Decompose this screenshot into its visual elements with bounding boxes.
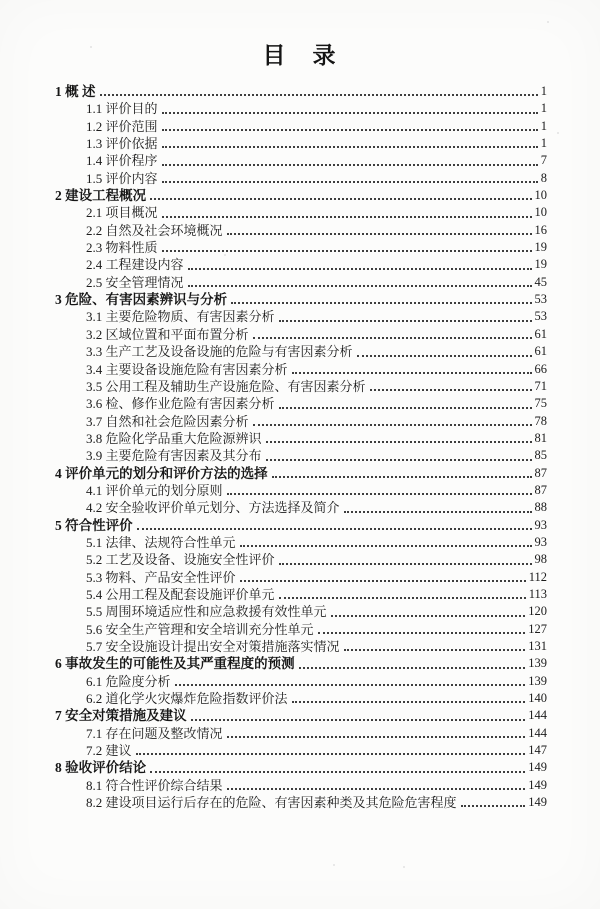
toc-entry-page: 144 [528, 725, 547, 740]
toc-entry [55, 274, 547, 291]
toc-entry-page: 140 [528, 691, 547, 706]
toc-entry [55, 794, 547, 811]
toc-entry [55, 256, 547, 273]
toc-entry [55, 152, 547, 169]
scan-speck [224, 254, 226, 256]
toc-entry-page: 149 [528, 777, 547, 792]
dot-leader [240, 545, 532, 547]
toc-entry-page: 88 [534, 500, 547, 515]
toc-entry [55, 204, 547, 221]
dot-leader [150, 771, 525, 773]
toc-entry-label: 4.2 安全验收评价单元划分、方法选择及简介 [86, 500, 340, 516]
toc-entry-label: 6.2 道化学火灾爆炸危险指数评价法 [86, 691, 288, 707]
toc-entry-label: 8.1 符合性评价综合结果 [86, 777, 223, 793]
dot-leader [231, 302, 531, 304]
toc-entry-page: 93 [534, 534, 547, 549]
toc-entry-label: 1.3 评价依据 [86, 136, 158, 152]
toc-entry [55, 673, 547, 690]
toc-entry-label: 5.7 安全设施设计提出安全对策措施落实情况 [86, 639, 340, 654]
toc-entry-label: 1.5 评价内容 [86, 170, 158, 186]
toc-entry-label: 1.4 评价程序 [86, 153, 158, 169]
toc-entry [55, 100, 547, 117]
toc-entry [55, 603, 547, 620]
toc-entry-label: 3.5 公用工程及辅助生产设施危险、有害因素分析 [86, 378, 366, 394]
toc-entry-label: 2 建设工程概况 [55, 188, 147, 204]
toc-entry [55, 413, 547, 430]
dot-leader [266, 459, 532, 461]
dot-leader [253, 337, 532, 339]
toc-entry [55, 326, 547, 343]
dot-leader [318, 632, 526, 634]
toc-entry-label: 3.2 区域位置和平面布置分析 [86, 326, 249, 342]
dot-leader [266, 441, 532, 443]
toc-entry [55, 465, 547, 482]
dot-leader [191, 719, 526, 721]
toc-entry [55, 135, 547, 152]
dot-leader [279, 320, 532, 322]
toc-entry [55, 569, 547, 586]
toc-entry-page: 127 [528, 621, 547, 636]
toc-entry [55, 118, 547, 135]
toc-entry-label: 1.1 评价目的 [86, 101, 158, 117]
toc-entry-page: 7 [540, 153, 547, 168]
toc-entry-label: 8 验收评价结论 [55, 760, 147, 776]
toc-entry-label: 7.1 存在问题及整改情况 [86, 725, 223, 741]
toc-entry-label: 2.2 自然及社会环境概况 [86, 222, 223, 238]
toc-entry-page: 131 [528, 639, 547, 653]
toc-entry [55, 517, 547, 534]
toc-entry-label: 5.1 法律、法规符合性单元 [86, 534, 236, 550]
dot-leader [162, 181, 538, 183]
toc-entry-label: 3.9 主要危险有害因素及其分布 [86, 448, 262, 464]
toc-entry [55, 395, 547, 412]
toc-entry [55, 361, 547, 378]
toc-entry-label: 4 评价单元的划分和评价方法的选择 [55, 465, 268, 481]
toc-entry-page: 8 [540, 170, 547, 185]
dot-leader [279, 563, 532, 565]
toc-entry-page: 87 [534, 465, 547, 480]
dot-leader [344, 511, 532, 513]
dot-leader [370, 389, 532, 391]
toc-entry-label: 5.2 工艺及设备、设施安全性评价 [86, 552, 275, 568]
toc-entry-label: 3.1 主要危险物质、有害因素分析 [86, 309, 275, 325]
dot-leader [292, 372, 532, 374]
dot-leader [188, 285, 532, 287]
dot-leader [227, 233, 532, 235]
toc-entry-label: 3.3 生产工艺及设备设施的危险与有害因素分析 [86, 344, 353, 360]
toc-entry-page: 113 [528, 586, 547, 601]
dot-leader [162, 216, 532, 218]
toc-entry [55, 83, 547, 100]
toc-entry [55, 551, 547, 568]
toc-entry [55, 759, 547, 776]
toc-entry-label: 2.3 物料性质 [86, 240, 158, 256]
toc-entry-page: 61 [534, 344, 547, 359]
toc-entry [55, 725, 547, 742]
toc-entry-page: 53 [534, 309, 547, 324]
dot-leader [175, 684, 526, 686]
dot-leader [100, 94, 538, 96]
toc-entry-label: 5 符合性评价 [55, 517, 133, 533]
toc-entry [55, 187, 547, 204]
dot-leader [162, 129, 538, 131]
toc-entry-page: 98 [534, 552, 547, 567]
toc-entry-page: 1 [540, 136, 547, 151]
toc-list [0, 83, 600, 811]
toc-entry-label: 3.8 危险化学品重大危险源辨识 [86, 430, 262, 446]
toc-entry-label: 2.1 项目概况 [86, 205, 158, 221]
toc-entry-label: 1.2 评价范围 [86, 118, 158, 134]
toc-entry [55, 586, 547, 603]
toc-entry-label: 3.7 自然和社会危险因素分析 [86, 413, 249, 429]
toc-entry-page: 10 [534, 205, 547, 220]
toc-entry-page: 1 [540, 118, 547, 133]
scan-speck [557, 132, 559, 134]
dot-leader [279, 407, 532, 409]
scan-speck [403, 866, 405, 868]
toc-entry [55, 170, 547, 187]
dot-leader [188, 268, 532, 270]
toc-entry [55, 447, 547, 464]
toc-entry-label: 7.2 建议 [86, 743, 132, 759]
toc-entry-label: 5.5 周围环境适应性和应急救援有效性单元 [86, 604, 327, 620]
toc-entry-page: 120 [528, 604, 547, 619]
toc-entry-page: 10 [534, 188, 547, 203]
toc-entry-label: 5.6 安全生产管理和安全培训充分性单元 [86, 621, 314, 637]
toc-entry-page: 149 [528, 760, 547, 775]
toc-entry-page: 87 [534, 482, 547, 497]
toc-entry-label: 2.4 工程建设内容 [86, 257, 184, 273]
dot-leader [162, 112, 538, 114]
toc-entry-page: 61 [534, 326, 547, 341]
toc-entry-page: 16 [534, 222, 547, 237]
toc-entry-label: 3.4 主要设备设施危险有害因素分析 [86, 361, 288, 377]
toc-entry [55, 707, 547, 724]
dot-leader [227, 736, 526, 738]
toc-entry [55, 291, 547, 308]
toc-entry-page: 149 [528, 795, 547, 810]
dot-leader [272, 476, 532, 478]
toc-entry-page: 71 [534, 378, 547, 393]
toc-entry [55, 499, 547, 516]
dot-leader [150, 198, 531, 200]
toc-entry-label: 8.2 建设项目运行后存在的危险、有害因素种类及其危险危害程度 [86, 795, 457, 811]
toc-entry-label: 3 危险、有害因素辨识与分析 [55, 292, 228, 308]
dot-leader [137, 528, 532, 530]
dot-leader [357, 355, 532, 357]
dot-leader [162, 146, 538, 148]
toc-entry-page: 139 [528, 656, 547, 671]
toc-entry-page: 78 [534, 413, 547, 428]
toc-entry-label: 7 安全对策措施及建议 [55, 708, 187, 724]
toc-entry [55, 343, 547, 360]
toc-entry-page: 45 [534, 274, 547, 289]
toc-entry-page: 53 [534, 292, 547, 307]
dot-leader [461, 805, 526, 807]
scan-speck [547, 21, 549, 23]
toc-entry [55, 430, 547, 447]
toc-entry-page: 112 [528, 569, 547, 584]
toc-entry-page: 147 [528, 743, 547, 758]
toc-entry-label: 6.1 危险度分析 [86, 673, 171, 689]
toc-entry [55, 378, 547, 395]
toc-entry-page: 1 [540, 101, 547, 116]
scan-speck [90, 46, 92, 48]
dot-leader [162, 164, 538, 166]
toc-entry-label: 1 概 述 [55, 84, 96, 99]
dot-leader [279, 597, 526, 599]
toc-entry [55, 239, 547, 256]
toc-entry-label: 6 事故发生的可能性及其严重程度的预测 [55, 656, 295, 672]
toc-entry-page: 75 [534, 396, 547, 411]
toc-entry-page: 81 [534, 430, 547, 445]
toc-entry-page: 139 [528, 673, 547, 688]
toc-entry [55, 308, 547, 325]
toc-entry-label: 5.4 公用工程及配套设施评价单元 [86, 586, 275, 602]
toc-entry-label: 3.6 检、修作业危险有害因素分析 [86, 396, 275, 412]
toc-entry [55, 638, 547, 655]
toc-entry-page: 144 [528, 708, 547, 723]
toc-entry [55, 690, 547, 707]
toc-entry [55, 621, 547, 638]
page-title: 目 录 [262, 43, 338, 68]
dot-leader [240, 580, 526, 582]
toc-entry-page: 19 [534, 240, 547, 255]
dot-leader [344, 649, 526, 651]
dot-leader [331, 615, 526, 617]
toc-entry [55, 777, 547, 794]
toc-entry-page: 19 [534, 257, 547, 272]
toc-entry-page: 66 [534, 361, 547, 376]
toc-entry-page: 93 [534, 517, 547, 532]
toc-entry-page: 85 [534, 448, 547, 463]
toc-entry-label: 2.5 安全管理情况 [86, 274, 184, 290]
toc-entry [55, 534, 547, 551]
dot-leader [227, 788, 526, 790]
dot-leader [292, 701, 526, 703]
toc-entry-page: 1 [540, 84, 547, 98]
dot-leader [162, 250, 532, 252]
toc-entry [55, 655, 547, 672]
dot-leader [227, 493, 532, 495]
dot-leader [299, 667, 526, 669]
toc-entry [55, 742, 547, 759]
toc-entry [55, 482, 547, 499]
dot-leader [253, 424, 532, 426]
toc-entry-label: 5.3 物料、产品安全性评价 [86, 569, 236, 585]
dot-leader [136, 753, 526, 755]
toc-entry-label: 4.1 评价单元的划分原则 [86, 482, 223, 498]
scan-speck [333, 864, 335, 866]
toc-entry [55, 222, 547, 239]
